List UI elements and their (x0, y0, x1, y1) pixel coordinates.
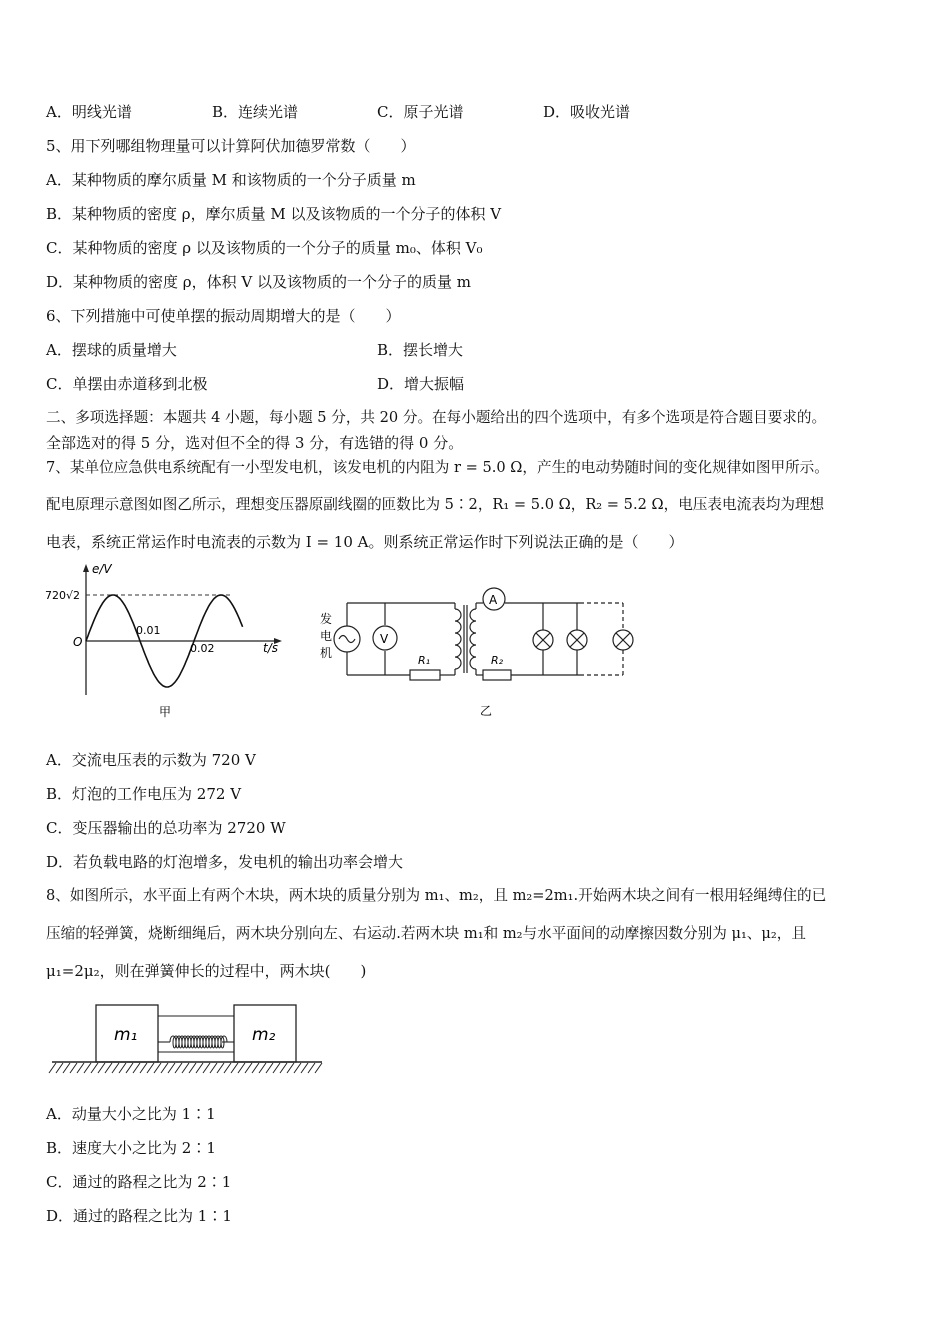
hatch-line (259, 1063, 266, 1073)
hatch-line (273, 1063, 280, 1073)
hatch-line (266, 1063, 273, 1073)
hatch-line (63, 1063, 70, 1073)
graph-caption: 甲 (159, 705, 172, 719)
hatch-line (315, 1063, 322, 1073)
q7-option-a: A．交流电压表的示数为 720 V (46, 751, 256, 769)
hatch-line (294, 1063, 301, 1073)
hatch-line (161, 1063, 168, 1073)
q8-stem-line2: 压缩的轻弹簧，烧断细绳后，两木块分别向左、右运动.若两木块 m₁和 m₂与水平面间的动摩擦因数分别为 μ₁、μ₂，且 (46, 925, 806, 942)
ammeter-label: A (489, 593, 498, 607)
hatch-line (231, 1063, 238, 1073)
lamp-3 (613, 630, 633, 650)
q8-option-d: D．通过的路程之比为 1∶1 (46, 1207, 232, 1225)
lamp-2 (567, 630, 587, 650)
q6-option-c: C．单摆由赤道移到北极 (46, 375, 208, 393)
hatch-line (56, 1063, 63, 1073)
q7-option-b: B．灯泡的工作电压为 272 V (46, 785, 242, 803)
hatch-line (154, 1063, 161, 1073)
hatch-line (147, 1063, 154, 1073)
voltmeter-label: V (380, 632, 389, 646)
hatch-line (119, 1063, 126, 1073)
hatch-line (252, 1063, 259, 1073)
origin-label: O (73, 635, 83, 649)
peak-label: 720√2 (45, 589, 81, 602)
q4-option-a: A．明线光谱 (46, 103, 132, 121)
q7-stem-line3: 电表，系统正常运作时电流表的示数为 I = 10 A。则系统正常运作时下列说法正确的是（ ） (46, 533, 684, 551)
hatch-line (84, 1063, 91, 1073)
resistor-r2 (483, 670, 511, 680)
y-axis-arrow (83, 564, 89, 572)
q6-options-row1 (46, 340, 926, 360)
tick-0-01: 0.01 (136, 624, 161, 637)
q4-options (46, 102, 926, 122)
hatch-line (238, 1063, 245, 1073)
hatch-line (133, 1063, 140, 1073)
block-m2-label: m₂ (252, 1025, 276, 1045)
hatch-line (105, 1063, 112, 1073)
gen-label-1: 发 (320, 612, 333, 626)
q7-emf-graph (40, 560, 290, 725)
hatch-line (280, 1063, 287, 1073)
q8-blocks-figure (46, 1000, 328, 1082)
hatch-line (301, 1063, 308, 1073)
q7-stem-line2: 配电原理示意图如图乙所示，理想变压器原副线圈的匝数比为 5∶2，R₁ = 5.0 Ω，R₂ = 5.2 Ω，电压表电流表均为理想 (46, 496, 825, 513)
ground-hatching (49, 1063, 322, 1073)
q5-stem: 5、用下列哪组物理量可以计算阿伏加德罗常数（ ） (46, 137, 416, 155)
y-axis-label: e/V (92, 562, 112, 576)
hatch-line (196, 1063, 203, 1073)
hatch-line (175, 1063, 182, 1073)
q8-stem-line3: μ₁=2μ₂，则在弹簧伸长的过程中，两木块( ) (46, 962, 367, 980)
gen-label-3: 机 (320, 646, 333, 660)
gen-label-2: 电 (320, 629, 333, 643)
hatch-line (287, 1063, 294, 1073)
hatch-line (91, 1063, 98, 1073)
q8-option-b: B．速度大小之比为 2∶1 (46, 1139, 216, 1157)
q6-options-row2 (46, 374, 926, 394)
hatch-line (182, 1063, 189, 1073)
q6-option-b: B．摆长增大 (377, 341, 464, 359)
hatch-line (77, 1063, 84, 1073)
q7-option-d: D．若负载电路的灯泡增多，发电机的输出功率会增大 (46, 853, 404, 871)
q7-option-c: C．变压器输出的总功率为 2720 W (46, 819, 286, 837)
q7-circuit-diagram (315, 585, 645, 720)
q6-option-d: D．增大振幅 (377, 375, 465, 393)
r1-label: R₁ (418, 654, 431, 667)
q7-stem-line1: 7、某单位应急供电系统配有一小型发电机，该发电机的内阻为 r = 5.0 Ω，产生的电动势随时间的变化规律如图甲所示。 (46, 459, 829, 476)
spring (158, 1016, 234, 1052)
hatch-line (308, 1063, 315, 1073)
x-axis-label: t/s (263, 641, 278, 655)
lamp-1 (533, 630, 553, 650)
q4-option-b: B．连续光谱 (212, 103, 299, 121)
q5-option-c: C．某种物质的密度 ρ 以及该物质的一个分子的质量 m₀、体积 V₀ (46, 239, 483, 257)
section2-line1: 二、多项选择题：本题共 4 小题，每小题 5 分，共 20 分。在每小题给出的四个选项中，有多个选项是符合题目要求的。 (46, 409, 827, 426)
hatch-line (49, 1063, 56, 1073)
hatch-line (126, 1063, 133, 1073)
hatch-line (168, 1063, 175, 1073)
r2-label: R₂ (491, 654, 504, 667)
q4-option-c: C．原子光谱 (377, 103, 464, 121)
hatch-line (112, 1063, 119, 1073)
q8-stem-line1: 8、如图所示，水平面上有两个木块，两木块的质量分别为 m₁、m₂，且 m₂=2m₁.开始两木块之间有一根用轻绳缚住的已 (46, 887, 827, 904)
q8-option-c: C．通过的路程之比为 2∶1 (46, 1173, 232, 1191)
resistor-r1 (410, 670, 440, 680)
hatch-line (217, 1063, 224, 1073)
tick-0-02: 0.02 (190, 642, 215, 655)
q5-option-d: D．某种物质的密度 ρ，体积 V 以及该物质的一个分子的质量 m (46, 273, 471, 291)
q8-option-a: A．动量大小之比为 1∶1 (46, 1105, 216, 1123)
hatch-line (203, 1063, 210, 1073)
hatch-line (70, 1063, 77, 1073)
circuit-caption: 乙 (480, 704, 493, 718)
block-m1-label: m₁ (114, 1025, 138, 1045)
hatch-line (189, 1063, 196, 1073)
hatch-line (210, 1063, 217, 1073)
q5-option-a: A．某种物质的摩尔质量 M 和该物质的一个分子质量 m (46, 171, 416, 189)
q6-stem: 6、下列措施中可使单摆的振动周期增大的是（ ） (46, 307, 401, 325)
q4-option-d: D．吸收光谱 (543, 103, 631, 121)
q5-option-b: B．某种物质的密度 ρ，摩尔质量 M 以及该物质的一个分子的体积 V (46, 205, 502, 223)
hatch-line (140, 1063, 147, 1073)
section2-line2: 全部选对的得 5 分，选对但不全的得 3 分，有选错的得 0 分。 (46, 434, 464, 452)
q6-option-a: A．摆球的质量增大 (46, 341, 177, 359)
hatch-line (245, 1063, 252, 1073)
hatch-line (224, 1063, 231, 1073)
hatch-line (98, 1063, 105, 1073)
